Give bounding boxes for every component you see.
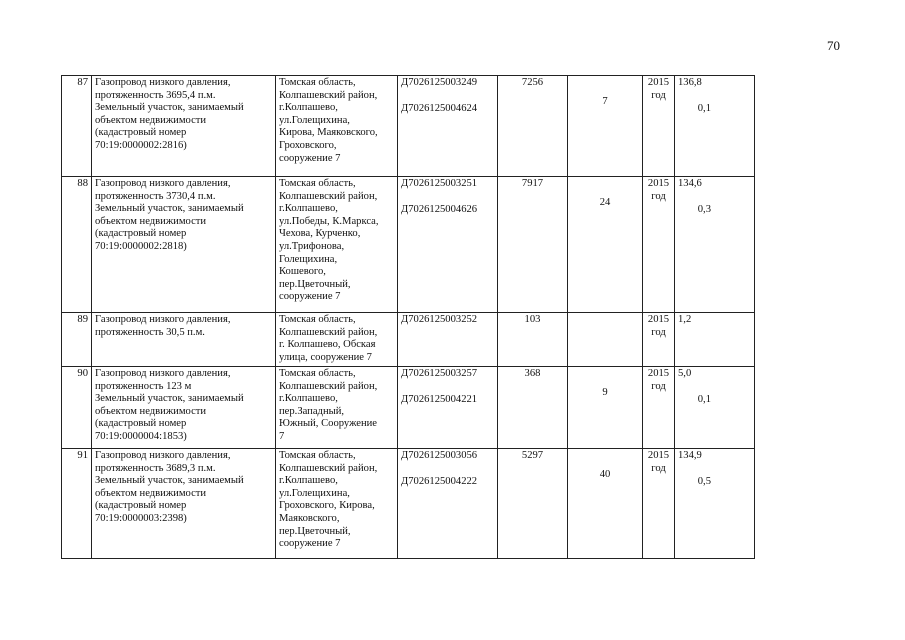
value-cell: 7256 bbox=[498, 76, 568, 177]
object-name-line: Газопровод низкого давления, bbox=[95, 77, 231, 88]
amount-cell bbox=[675, 367, 755, 449]
address-line: ул.Трифонова, bbox=[279, 240, 345, 252]
row-number-cell: 87 bbox=[62, 76, 92, 177]
year-cell bbox=[643, 367, 675, 449]
address-line: Колпашевский район, bbox=[279, 380, 378, 392]
object-name-line: (кадастровый номер bbox=[95, 500, 187, 512]
value-cell: 368 bbox=[498, 367, 568, 449]
year-cell bbox=[643, 313, 675, 367]
address-line: сооружение 7 bbox=[279, 538, 341, 550]
spacer bbox=[401, 463, 494, 476]
year-line: 2015 bbox=[647, 450, 670, 461]
address-line: Кошевого, bbox=[279, 266, 326, 278]
address-cell bbox=[276, 313, 398, 367]
address-line: Колпашевский район, bbox=[279, 190, 378, 202]
address-line: сооружение 7 bbox=[279, 152, 341, 164]
value-cell: 103 bbox=[498, 313, 568, 367]
object-name-line: (кадастровый номер bbox=[95, 127, 187, 139]
amount-secondary: 0,1 bbox=[697, 393, 711, 405]
address-line: Гроховского, Кирова, bbox=[279, 500, 375, 512]
object-name-line: объектом недвижимости bbox=[95, 215, 207, 227]
object-name-line: протяженность 123 м bbox=[95, 380, 192, 392]
table-row bbox=[62, 177, 836, 313]
address-line: Томская область, bbox=[279, 450, 356, 461]
amount-cell bbox=[675, 177, 755, 313]
object-name-line: Земельный участок, занимаемый bbox=[95, 203, 244, 215]
row-number-cell: 90 bbox=[62, 367, 92, 449]
area-cell bbox=[568, 177, 643, 313]
object-name-line: Земельный участок, занимаемый bbox=[95, 393, 244, 405]
object-name-line: протяженность 3730,4 п.м. bbox=[95, 190, 216, 202]
amount-primary: 5,0 bbox=[678, 368, 692, 379]
address-line: г. Колпашево, Обская bbox=[279, 339, 376, 351]
object-name-cell bbox=[92, 449, 276, 559]
address-line: Колпашевский район, bbox=[279, 326, 378, 338]
registry-code: Д7026125003257 bbox=[401, 368, 478, 379]
amount-primary: 1,2 bbox=[678, 314, 692, 325]
registry-code: Д7026125004624 bbox=[401, 102, 478, 114]
registry-code-cell bbox=[398, 367, 498, 449]
address-line: Кирова, Маяковского, bbox=[279, 127, 378, 139]
object-name-cell bbox=[92, 177, 276, 313]
object-name-line: объектом недвижимости bbox=[95, 487, 207, 499]
object-name-line: 70:19:0000003:2398) bbox=[95, 512, 187, 524]
object-name-line: Газопровод низкого давления, bbox=[95, 368, 231, 379]
address-line: г.Колпашево, bbox=[279, 475, 338, 487]
object-name-cell bbox=[92, 313, 276, 367]
object-name-line: Газопровод низкого давления, bbox=[95, 314, 231, 325]
address-line: Южный, Сооружение bbox=[279, 418, 377, 430]
address-line: пер.Цветочный, bbox=[279, 278, 351, 290]
year-line: 2015 bbox=[647, 77, 670, 88]
amount-primary: 134,9 bbox=[678, 450, 702, 461]
year-line: год bbox=[651, 89, 666, 101]
spacer bbox=[401, 90, 494, 103]
table-row bbox=[62, 313, 836, 367]
property-register-table bbox=[61, 75, 836, 559]
registry-code-cell bbox=[398, 313, 498, 367]
area-cell bbox=[568, 76, 643, 177]
registry-code: Д7026125003251 bbox=[401, 178, 478, 189]
address-line: ул.Голещихина, bbox=[279, 487, 350, 499]
object-name-line: 70:19:0000004:1853) bbox=[95, 430, 187, 442]
object-name-line: Земельный участок, занимаемый bbox=[95, 102, 244, 114]
area-value: 40 bbox=[599, 469, 611, 480]
object-name-line: (кадастровый номер bbox=[95, 228, 187, 240]
area-cell bbox=[568, 449, 643, 559]
address-line: сооружение 7 bbox=[279, 291, 341, 303]
address-line: Томская область, bbox=[279, 178, 356, 189]
address-line: улица, сооружение 7 bbox=[279, 351, 372, 363]
address-line: г.Колпашево, bbox=[279, 393, 338, 405]
object-name-line: Газопровод низкого давления, bbox=[95, 178, 231, 189]
amount-secondary: 0,5 bbox=[697, 475, 711, 487]
object-name-line: протяженность 3695,4 п.м. bbox=[95, 89, 216, 101]
object-name-line: объектом недвижимости bbox=[95, 405, 207, 417]
amount-cell bbox=[675, 449, 755, 559]
table-body bbox=[62, 76, 836, 559]
registry-code: Д7026125004221 bbox=[401, 393, 478, 405]
spacer bbox=[401, 381, 494, 394]
address-line: ул.Голещихина, bbox=[279, 114, 350, 126]
address-line: Маяковского, bbox=[279, 512, 340, 524]
year-line: год bbox=[651, 462, 666, 474]
table-row bbox=[62, 367, 836, 449]
address-line: пер.Цветочный, bbox=[279, 525, 351, 537]
year-line: 2015 bbox=[647, 368, 670, 379]
object-name-line: протяженность 30,5 п.м. bbox=[95, 326, 205, 338]
address-line: Томская область, bbox=[279, 77, 356, 88]
registry-code-cell bbox=[398, 449, 498, 559]
registry-code: Д7026125004626 bbox=[401, 203, 478, 215]
address-line: Чехова, Курченко, bbox=[279, 228, 361, 240]
page-number: 70 bbox=[827, 38, 840, 53]
address-line: 7 bbox=[279, 430, 285, 442]
object-name-cell bbox=[92, 367, 276, 449]
address-line: Колпашевский район, bbox=[279, 462, 378, 474]
object-name-line: 70:19:0000002:2816) bbox=[95, 139, 187, 151]
object-name-line: (кадастровый номер bbox=[95, 418, 187, 430]
object-name-line: 70:19:0000002:2818) bbox=[95, 240, 187, 252]
address-line: Голещихина, bbox=[279, 253, 338, 265]
registry-code: Д7026125004222 bbox=[401, 475, 478, 487]
area-value: 9 bbox=[602, 387, 608, 398]
address-line: пер.Западный, bbox=[279, 405, 345, 417]
address-line: Гроховского, bbox=[279, 139, 337, 151]
amount-secondary: 0,1 bbox=[697, 102, 711, 114]
object-name-line: Газопровод низкого давления, bbox=[95, 450, 231, 461]
registry-code-cell bbox=[398, 76, 498, 177]
row-number-cell: 89 bbox=[62, 313, 92, 367]
year-cell bbox=[643, 449, 675, 559]
address-line: Томская область, bbox=[279, 368, 356, 379]
address-line: г.Колпашево, bbox=[279, 203, 338, 215]
address-cell bbox=[276, 449, 398, 559]
address-line: Колпашевский район, bbox=[279, 89, 378, 101]
year-line: 2015 bbox=[647, 178, 670, 189]
year-cell bbox=[643, 177, 675, 313]
amount-primary: 134,6 bbox=[678, 178, 702, 189]
area-cell bbox=[568, 313, 643, 367]
year-cell bbox=[643, 76, 675, 177]
amount-secondary: 0,3 bbox=[697, 203, 711, 215]
address-cell bbox=[276, 76, 398, 177]
address-cell bbox=[276, 177, 398, 313]
year-line: год bbox=[651, 190, 666, 202]
row-number-cell: 88 bbox=[62, 177, 92, 313]
object-name-line: объектом недвижимости bbox=[95, 114, 207, 126]
value-cell: 7917 bbox=[498, 177, 568, 313]
object-name-cell bbox=[92, 76, 276, 177]
registry-code: Д7026125003249 bbox=[401, 77, 478, 88]
table-row bbox=[62, 449, 836, 559]
year-line: год bbox=[651, 326, 666, 338]
address-line: ул.Победы, К.Маркса, bbox=[279, 215, 379, 227]
amount-cell bbox=[675, 76, 755, 177]
object-name-line: протяженность 3689,3 п.м. bbox=[95, 462, 216, 474]
row-number-cell: 91 bbox=[62, 449, 92, 559]
amount-primary: 136,8 bbox=[678, 77, 702, 88]
area-cell bbox=[568, 367, 643, 449]
area-value: 7 bbox=[602, 96, 608, 107]
address-line: г.Колпашево, bbox=[279, 102, 338, 114]
registry-code-cell bbox=[398, 177, 498, 313]
object-name-line: Земельный участок, занимаемый bbox=[95, 475, 244, 487]
table-row bbox=[62, 76, 836, 177]
registry-code: Д7026125003252 bbox=[401, 314, 478, 325]
address-line: Томская область, bbox=[279, 314, 356, 325]
value-cell: 5297 bbox=[498, 449, 568, 559]
address-cell bbox=[276, 367, 398, 449]
spacer bbox=[401, 191, 494, 204]
amount-cell bbox=[675, 313, 755, 367]
year-line: 2015 bbox=[647, 314, 670, 325]
area-value: 24 bbox=[599, 197, 611, 208]
registry-code: Д7026125003056 bbox=[401, 450, 478, 461]
year-line: год bbox=[651, 380, 666, 392]
